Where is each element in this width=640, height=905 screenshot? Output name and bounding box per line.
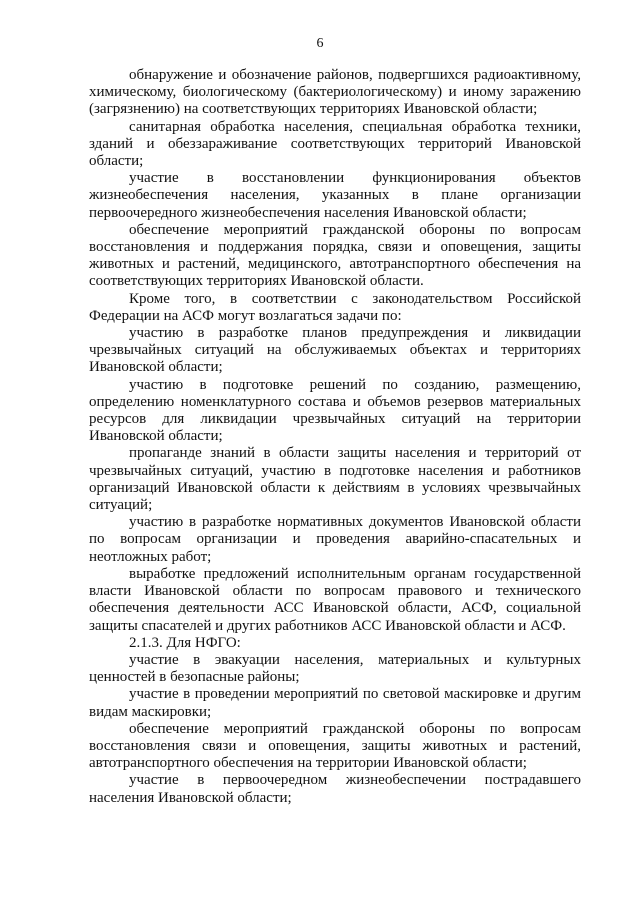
paragraph: обеспечение мероприятий гражданской обороны по вопросам восстановления и поддержания порядка, связи и оповещения, защиты животных и растений, медицинского, автотранспортного обеспечения на соответствующих территориях Ивановской области.	[89, 221, 581, 290]
paragraph: выработке предложений исполнительным органам государственной власти Ивановской области по вопросам правового и технического обеспечения деятельности АСС Ивановской области, АСФ, социальной защиты спасателей и других работников АСС Ивановской области и АСФ.	[89, 565, 581, 634]
paragraph: участию в разработке планов предупреждения и ликвидации чрезвычайных ситуаций на обслуживаемых объектах и территориях Ивановской области;	[89, 325, 581, 376]
section-heading: 2.1.3. Для НФГО:	[129, 634, 241, 651]
paragraph: обнаружение и обозначение районов, подвергшихся радиоактивному, химическому, биологическому (бактериологическому) и иному заражению (загрязнению) на соответствующих территориях Ивановской области;	[89, 67, 581, 118]
paragraph: обеспечение мероприятий гражданской обороны по вопросам восстановления связи и оповещения, защиты животных и растений, автотранспортного обеспечения на территории Ивановской области;	[89, 720, 581, 772]
paragraph: участие в эвакуации населения, материальных и культурных ценностей в безопасные районы;	[89, 651, 581, 686]
paragraph: пропаганде знаний в области защиты населения и территорий от чрезвычайных ситуаций, участию в подготовке населения и работников организаций Ивановской области к действиям в условиях чрезвычайных ситуаций;	[89, 445, 581, 514]
paragraph: участие в первоочередном жизнеобеспечении пострадавшего населения Ивановской области;	[89, 772, 581, 806]
paragraph: участию в подготовке решений по созданию, размещению, определению номенклатурного состава и объемов резервов материальных ресурсов для ликвидации чрезвычайных ситуаций на территории Ивановской области;	[89, 376, 581, 445]
paragraph: Кроме того, в соответствии с законодательством Российской Федерации на АСФ могут возлагаться задачи по:	[89, 290, 581, 324]
document-body	[89, 67, 581, 807]
paragraph: участие в проведении мероприятий по световой маскировке и другим видам маскировки;	[89, 686, 581, 720]
paragraph: участие в восстановлении функционирования объектов жизнеобеспечения населения, указанных в плане организации первоочередного жизнеобеспечения населения Ивановской области;	[89, 170, 581, 221]
paragraph: санитарная обработка населения, специальная обработка техники, зданий и обеззараживание соответствующих территорий Ивановской области;	[89, 118, 581, 170]
paragraph: участию в разработке нормативных документов Ивановской области по вопросам организации и проведения аварийно-спасательных и неотложных работ;	[89, 514, 581, 565]
page-number: 6	[316, 36, 324, 51]
